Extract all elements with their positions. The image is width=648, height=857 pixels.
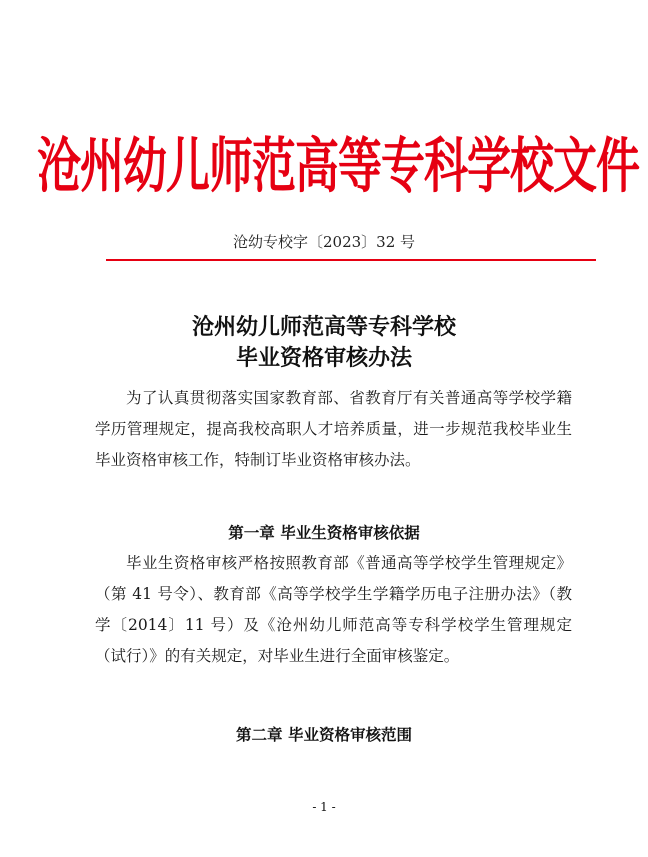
document-number: 沧幼专校字〔2023〕32 号 xyxy=(232,233,416,251)
document-title-line-1: 沧州幼儿师范高等专科学校 xyxy=(191,315,456,340)
intro-paragraph: 为了认真贯彻落实国家教育部、省教育厅有关普通高等学校学籍学历管理规定，提高我校高职人才培养质量，进一步规范我校毕业生毕业资格审核工作，特制订毕业资格审核办法。 xyxy=(95,389,572,469)
chapter-1-paragraph: 毕业生资格审核严格按照教育部《普通高等学校学生管理规定》（第 41 号令）、教育部《高等学校学生学籍学历电子注册办法》（教学〔2014〕11 号）及《沧州幼儿师范高等专科学校学生管理规定（试行）》的有关规定，对毕业生进行全面审核鉴定。 xyxy=(95,554,572,665)
red-divider-line xyxy=(106,259,596,261)
page-number: - 1 - xyxy=(312,800,336,814)
chapter-1-heading: 第一章 毕业生资格审核依据 xyxy=(228,524,420,542)
document-redhead-title: 沧州幼儿师范高等专科学校文件 xyxy=(37,132,639,202)
chapter-2-heading: 第二章 毕业资格审核范围 xyxy=(236,726,412,744)
document-title-line-2: 毕业资格审核办法 xyxy=(235,346,412,371)
